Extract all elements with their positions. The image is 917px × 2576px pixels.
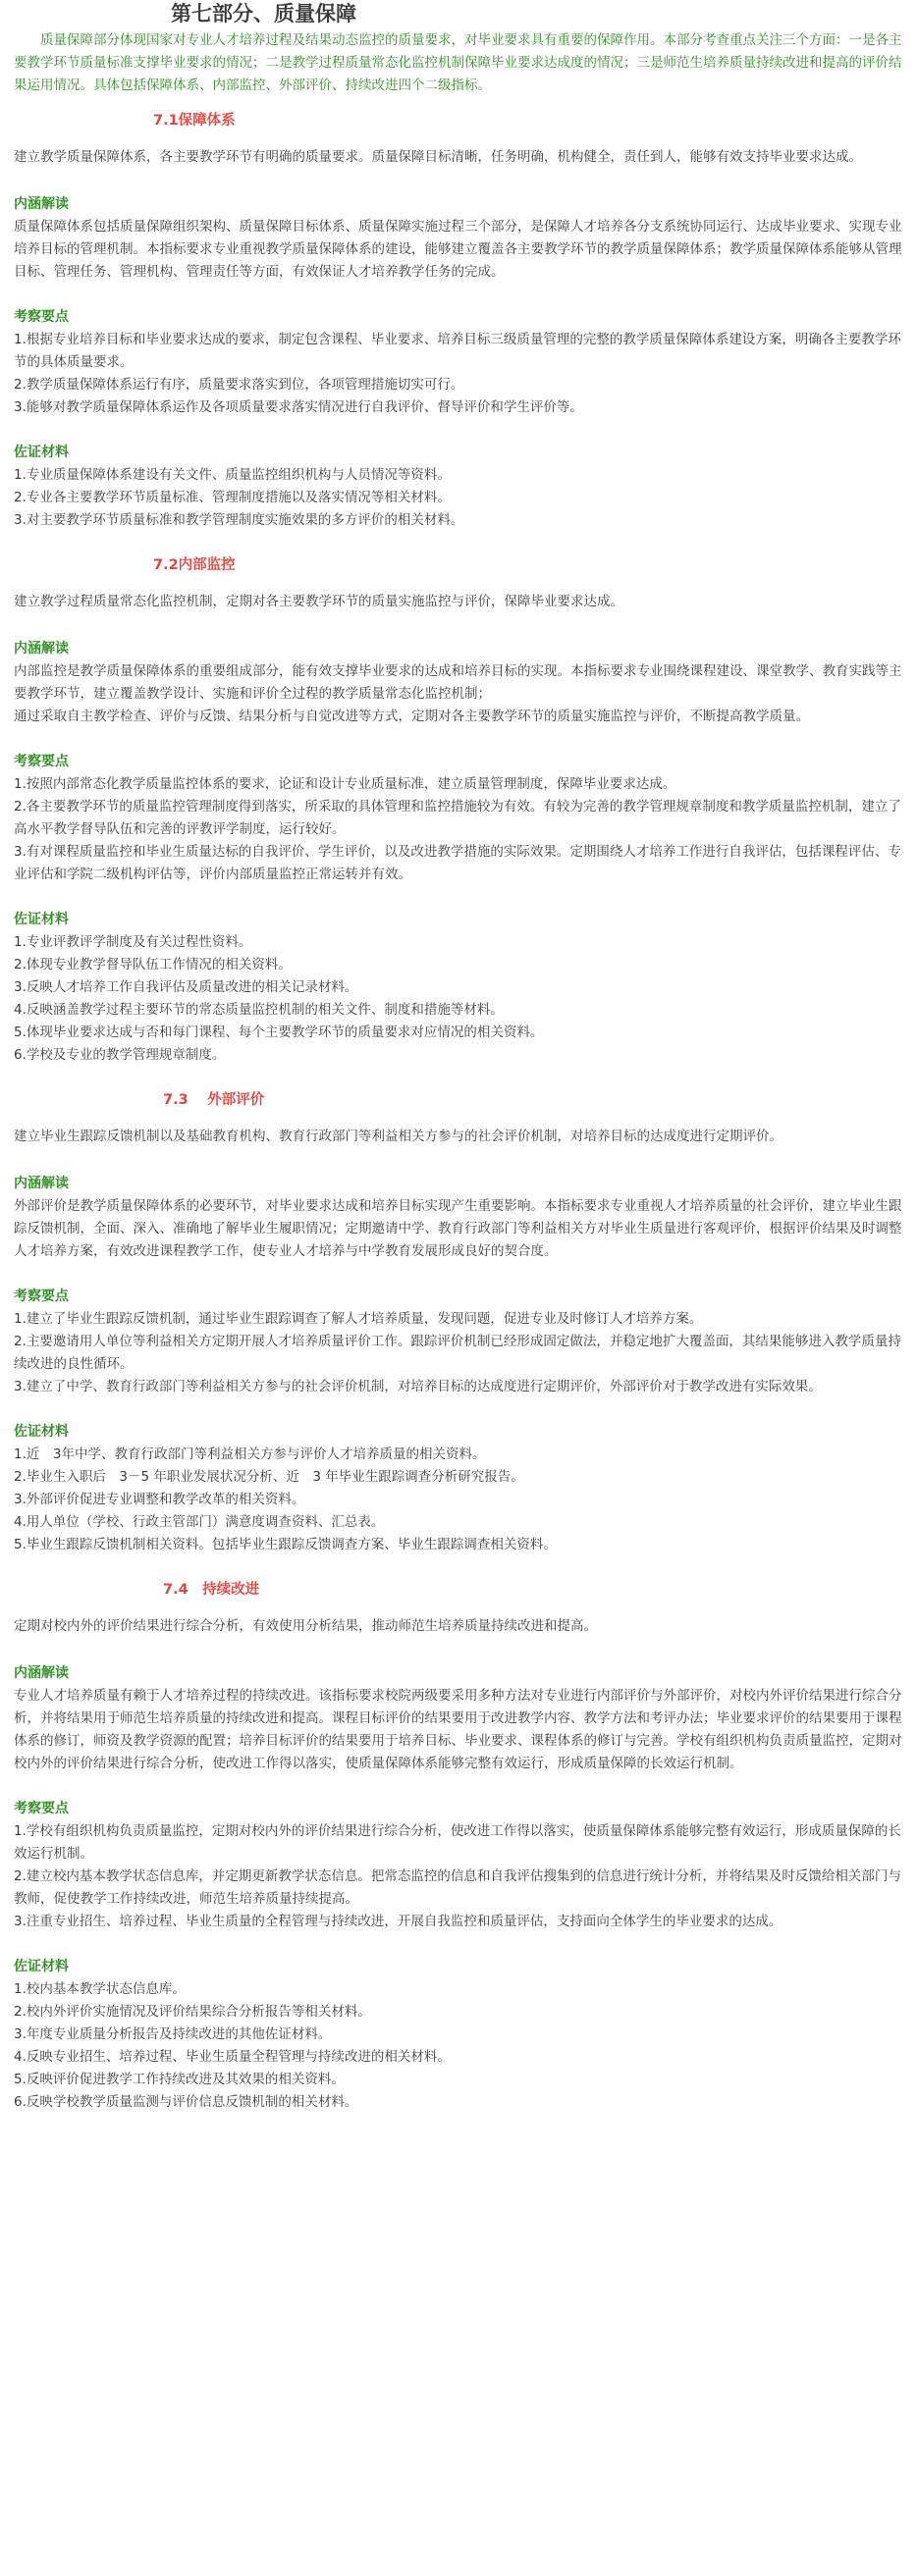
review-item: 3.有对课程质量监控和毕业生质量达标的自我评价、学生评价，以及改进教学措施的实际效果。定期围绕人才培养工作进行自我评估，包括课程评估、专业评估和学院二级机构评估等，评价内部质量监控正常运转并有效。: [14, 844, 901, 882]
section-definition: 建立毕业生跟踪反馈机制以及基础教育机构、教育行政部门等利益相关方参与的社会评价机制，对培养目标的达成度进行定期评价。: [14, 1129, 782, 1144]
connotation-heading: 内涵解读: [14, 1176, 69, 1191]
evidence-item: 4.用人单位（学校、行政主管部门）满意度调查资料、汇总表。: [14, 1514, 385, 1530]
evidence-item: 2.毕业生入职后 3－5 年职业发展状况分析、近 3 年毕业生跟踪调查分析研究报告。: [14, 1469, 524, 1485]
review-item: 2.教学质量保障体系运行有序，质量要求落实到位，各项管理措施切实可行。: [14, 377, 464, 393]
review-item: 3.建立了中学、教育行政部门等利益相关方参与的社会评价机制，对培养目标的达成度进行定期评价，外部评价对于教学改进有实际效果。: [14, 1379, 822, 1394]
evidence-item: 3.反映人才培养工作自我评估及质量改进的相关记录材料。: [14, 979, 358, 995]
section-definition: 建立教学质量保障体系，各主要教学环节有明确的质量要求。质量保障目标清晰，任务明确，机构健全，责任到人，能够有效支持毕业要求达成。: [14, 149, 862, 165]
page-title: 第七部分、质量保障: [171, 1, 356, 26]
review-heading: 考察要点: [14, 1801, 69, 1816]
connotation-heading: 内涵解读: [14, 1665, 69, 1681]
evidence-item: 3.外部评价促进专业调整和教学改革的相关资料。: [14, 1492, 305, 1507]
connotation-paragraph: 内部监控是教学质量保障体系的重要组成部分，能有效支撑毕业要求的达成和培养目标的实现。本指标要求专业围绕课程建设、课堂教学、教育实践等主要教学环节，建立覆盖教学设计、实施和评价全过程的教学质量常态化监控机制；: [14, 663, 902, 702]
connotation-paragraph: 通过采取自主教学检查、评价与反馈、结果分析与自觉改进等方式，定期对各主要教学环节的质量实施监控与评价，不断提高教学质量。: [14, 709, 809, 724]
review-heading: 考察要点: [14, 1288, 69, 1304]
evidence-item: 2.专业各主要教学环节质量标准、管理制度措施以及落实情况等相关材料。: [14, 490, 451, 505]
review-heading: 考察要点: [14, 309, 69, 325]
connotation-paragraph: 专业人才培养质量有赖于人才培养过程的持续改进。该指标要求校院两级要采用多种方法对专业进行内部评价与外部评价，对校内外评价结果进行综合分析，并将结果用于师范生培养质量的持续改进和提高。课程目标评价的结果要用于改进教学内容、教学方法和考评办法；毕业要求评价的结果要用于课程体系的修订，师资及教学资源的配置；培养目标评价的结果要用于培养目标、毕业要求、课程体系的修订与完善。学校有组织机构负责质量监控，定期对校内外的评价结果进行综合分析，使改进工作得以落实，使质量保障体系能够完整有效运行，形成质量保障的长效运行机制。: [14, 1688, 902, 1771]
review-item: 3.注重专业招生、培养过程、毕业生质量的全程管理与持续改进，开展自我监控和质量评估，支持面向全体学生的毕业要求的达成。: [14, 1914, 782, 1929]
section-title: 7.3 外部评价: [163, 1092, 265, 1108]
evidence-heading: 佐证材料: [14, 445, 69, 460]
section-title: 7.2内部监控: [153, 557, 236, 573]
review-item: 1.学校有组织机构负责质量监控，定期对校内外的评价结果进行综合分析，使改进工作得以落实，使质量保障体系能够完整有效运行，形成质量保障的长效运行机制。: [14, 1823, 901, 1862]
review-block: [14, 750, 911, 886]
section: [14, 1088, 911, 1556]
review-item: 3.能够对教学质量保障体系运作及各项质量要求落实情况进行自我评价、督导评价和学生评价等。: [14, 399, 583, 415]
evidence-item: 5.体现毕业要求达成与否和每门课程、每个主要教学环节的质量要求对应情况的相关资料。: [14, 1025, 544, 1040]
evidence-item: 3.对主要教学环节质量标准和教学管理制度实施效果的多方评价的相关材料。: [14, 512, 464, 528]
sections-container: [14, 109, 911, 2114]
section-title: 7.1保障体系: [153, 113, 236, 129]
evidence-heading: 佐证材料: [14, 1959, 69, 1974]
review-item: 1.根据专业培养目标和毕业要求达成的要求，制定包含课程、毕业要求、培养目标三级质量管理的完整的教学质量保障体系建设方案，明确各主要教学环节的具体质量要求。: [14, 332, 901, 370]
evidence-block: [14, 908, 911, 1067]
connotation-block: [14, 192, 911, 284]
connotation-paragraph: 外部评价是教学质量保障体系的必要环节，对毕业要求达成和培养目标实现产生重要影响。本指标要求专业重视人才培养质量的社会评价，建立毕业生跟踪反馈机制，全面、深入、准确地了解毕业生履职情况；定期邀请中学、教育行政部门等利益相关方对毕业生质量进行客观评价，根据评价结果及时调整人才培养方案，有效改进课程教学工作，使专业人才培养与中学教育发展形成良好的契合度。: [14, 1198, 902, 1259]
evidence-item: 1.专业评教评学制度及有关过程性资料。: [14, 934, 252, 950]
evidence-heading: 佐证材料: [14, 1424, 69, 1440]
section-definition: 定期对校内外的评价结果进行综合分析，有效使用分析结果，推动师范生培养质量持续改进和提高。: [14, 1618, 597, 1634]
review-block: [14, 305, 911, 419]
section: [14, 109, 911, 532]
evidence-item: 5.毕业生跟踪反馈机制相关资料。包括毕业生跟踪反馈调查方案、毕业生跟踪调查相关资料。: [14, 1537, 557, 1552]
review-item: 2.各主要教学环节的质量监控管理制度得到落实，所采取的具体管理和监控措施较为有效。有较为完善的教学管理规章制度和教学质量监控机制，建立了高水平教学督导队伍和完善的评教评学制度，运行较好。: [14, 799, 901, 837]
review-item: 1.按照内部常态化教学质量监控体系的要求，论证和设计专业质量标准，建立质量管理制度，保障毕业要求达成。: [14, 776, 676, 792]
evidence-item: 5.反映评价促进教学工作持续改进及其效果的相关资料。: [14, 2072, 345, 2087]
evidence-block: [14, 1420, 911, 1556]
evidence-item: 4.反映专业招生、培养过程、毕业生质量全程管理与持续改进的相关材料。: [14, 2049, 451, 2065]
connotation-paragraph: 质量保障体系包括质量保障组织架构、质量保障目标体系、质量保障实施过程三个部分，是保障人才培养各分支系统协同运行、达成毕业要求、实现专业培养目标的管理机制。本指标要求专业重视教学质量保障体系的建设，能够建立覆盖各主要教学环节的教学质量保障体系；教学质量保障体系能够从管理目标、管理任务、管理机构、管理责任等方面，有效保证人才培养教学任务的完成。: [14, 219, 902, 280]
section: [14, 1578, 911, 2114]
review-block: [14, 1285, 911, 1398]
evidence-item: 1.近 3年中学、教育行政部门等利益相关方参与评价人才培养质量的相关资料。: [14, 1446, 486, 1462]
intro-paragraph: 质量保障部分体现国家对专业人才培养过程及结果动态监控的质量要求，对毕业要求具有重要的保障作用。本部分考查重点关注三个方面：一是各主要教学环节质量标准支撑毕业要求的情况；二是教学过程质量常态化监控机制保障毕业要求达成度的情况；三是师范生培养质量持续改进和提高的评价结果运用情况。具体包括保障体系、内部监控、外部评价、持续改进四个二级指标。: [14, 32, 902, 93]
connotation-heading: 内涵解读: [14, 641, 69, 657]
evidence-block: [14, 1955, 911, 2114]
evidence-heading: 佐证材料: [14, 912, 69, 927]
connotation-heading: 内涵解读: [14, 196, 69, 212]
evidence-item: 1.校内基本教学状态信息库。: [14, 1981, 186, 1997]
connotation-block: [14, 1661, 911, 1775]
section-title: 7.4 持续改进: [163, 1582, 260, 1598]
review-heading: 考察要点: [14, 754, 69, 769]
evidence-item: 3.年度专业质量分析报告及持续改进的其他佐证材料。: [14, 2026, 332, 2042]
connotation-block: [14, 637, 911, 728]
evidence-item: 1.专业质量保障体系建设有关文件、质量监控组织机构与人员情况等资料。: [14, 467, 451, 483]
evidence-block: [14, 441, 911, 532]
section-definition: 建立教学过程质量常态化监控机制，定期对各主要教学环节的质量实施监控与评价，保障毕业要求达成。: [14, 594, 623, 609]
connotation-block: [14, 1172, 911, 1263]
evidence-item: 2.体现专业教学督导队伍工作情况的相关资料。: [14, 957, 292, 973]
evidence-item: 2.校内外评价实施情况及评价结果综合分析报告等相关材料。: [14, 2004, 371, 2020]
evidence-item: 6.学校及专业的教学管理规章制度。: [14, 1047, 226, 1063]
review-item: 2.主要邀请用人单位等利益相关方定期开展人才培养质量评价工作。跟踪评价机制已经形成固定做法，并稳定地扩大覆盖面，其结果能够进入教学质量持续改进的良性循环。: [14, 1334, 901, 1372]
evidence-item: 4.反映涵盖教学过程主要环节的常态质量监控机制的相关文件、制度和措施等材料。: [14, 1002, 504, 1018]
section: [14, 553, 911, 1067]
review-item: 1.建立了毕业生跟踪反馈机制，通过毕业生跟踪调查了解人才培养质量，发现问题，促进专业及时修订人才培养方案。: [14, 1311, 703, 1327]
review-block: [14, 1797, 911, 1933]
review-item: 2.建立校内基本教学状态信息库，并定期更新教学状态信息。把常态监控的信息和自我评估搜集到的信息进行统计分析，并将结果及时反馈给相关部门与教师，促使教学工作持续改进，师范生培养质量持续提高。: [14, 1868, 901, 1907]
evidence-item: 6.反映学校教学质量监测与评价信息反馈机制的相关材料。: [14, 2094, 358, 2110]
